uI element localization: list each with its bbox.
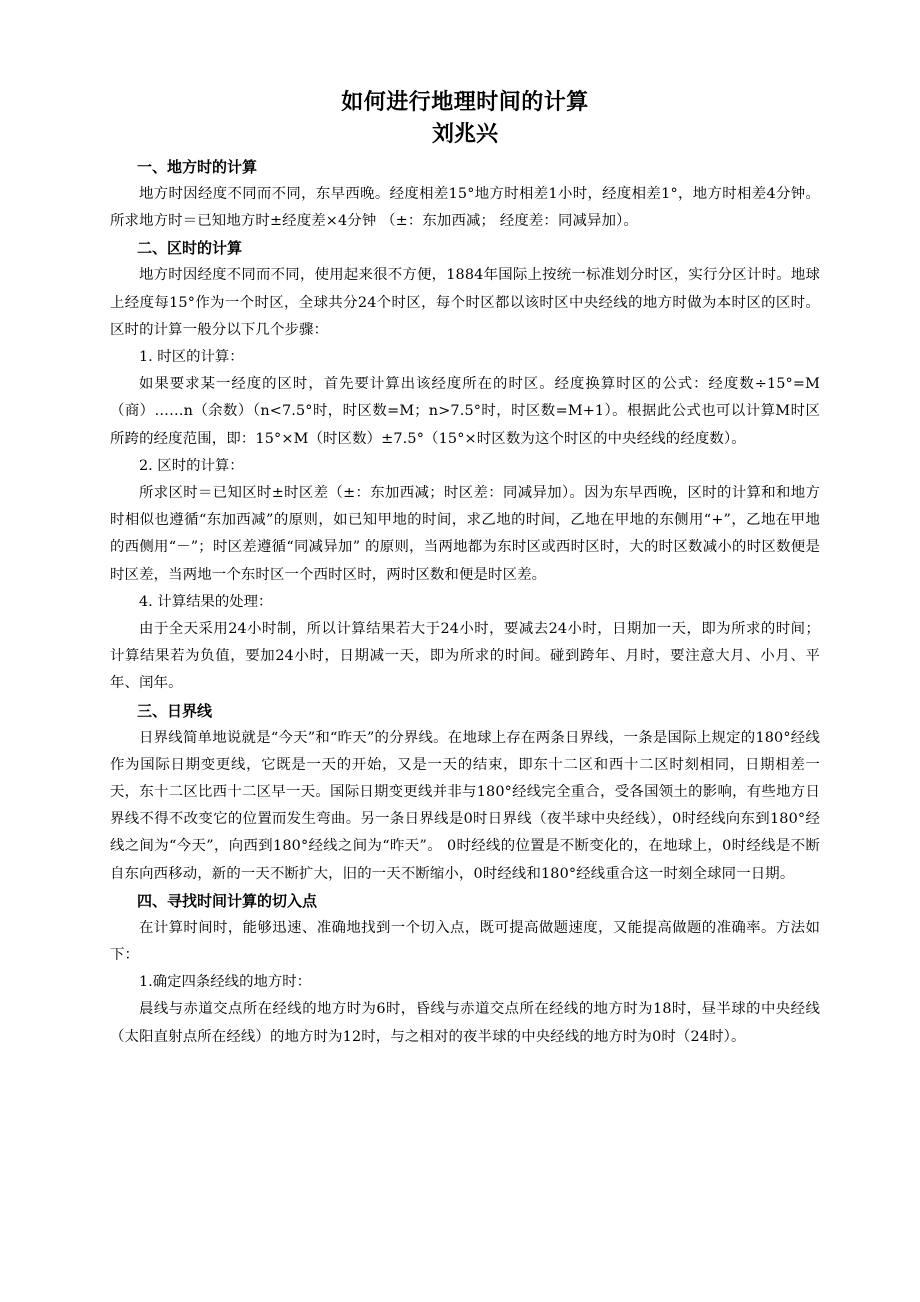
paragraph: 日界线简单地说就是“今天”和“昨天”的分界线。在地球上存在两条日界线，一条是国际上规定的180°经线作为国际日期变更线，它既是一天的开始，又是一天的结束，即东十二区和西十二区时刻相同，日期相差一天，东十二区比西十二区早一天。国际日期变更线并非与180°经线完全重合，受各国领土的影响，有些地方日界线不得不改变它的位置而发生弯曲。另一条日界线是0时日界线（夜半球中央经线），0时经线向东到180°经线之间为“今天”，向西到180°经线之间为“昨天”。 0时经线的位置是不断变化的，在地球上，0时经线是不断自东向西移动，新的一天不断扩大，旧的一天不断缩小，0时经线和180°经线重合这一时刻全球同一日期。 xyxy=(110,729,820,882)
paragraph: 在计算时间时，能够迅速、准确地找到一个切入点，既可提高做题速度，又能提高做题的准确率。方法如下： xyxy=(110,919,820,964)
page-title: 如何进行地理时间的计算 xyxy=(341,90,589,115)
subheading: 1.确定四条经线的地方时： xyxy=(139,974,312,991)
paragraph: 地方时因经度不同而不同，使用起来很不方便，1884年国际上按统一标准划分时区，实行分区计时。地球上经度每15°作为一个时区，全球共分24个时区，每个时区都以该时区中央经线的地方时做为本时区的区时。区时的计算一般分以下几个步骤： xyxy=(110,267,820,338)
document-page xyxy=(110,88,820,1051)
section-heading-local-time: 一、地方时的计算 xyxy=(137,158,258,176)
subheading: 4. 计算结果的处理： xyxy=(139,593,273,610)
paragraph: 所求区时＝已知区时±时区差（±：东加西减；时区差：同减异加）。因为东早西晚，区时的计算和和地方时相似也遵循“东加西减”的原则，如已知甲地的时间，求乙地的时间，乙地在甲地的东侧用“+”，乙地在甲地的西侧用“－”；时区差遵循“同减异加” 的原则，当两地都为东时区或西时区时，大的时区数减小的时区数便是时区差，当两地一个东时区一个西时区时，两时区数和便是时区差。 xyxy=(110,485,820,583)
author-name: 刘兆兴 xyxy=(431,122,498,147)
section-heading-entry-point: 四、寻找时间计算的切入点 xyxy=(137,891,318,910)
paragraph: 如果要求某一经度的区时，首先要计算出该经度所在的时区。经度换算时区的公式：经度数÷15°=M（商）……n（余数）（n<7.5°时，时区数=M；n>7.5°时，时区数=M+1）。根据此公式也可以计算M时区所跨的经度范围，即：15°×M（时区数）±7.5°（15°×时区数为这个时区的中央经线的经度数）。 xyxy=(110,376,820,447)
subheading: 1. 时区的计算： xyxy=(139,349,244,366)
section-heading-date-line: 三、日界线 xyxy=(137,701,213,720)
paragraph: 由于全天采用24小时制，所以计算结果若大于24小时，要减去24小时，日期加一天，即为所求的时间；计算结果若为负值，要加24小时，日期减一天，即为所求的时间。碰到跨年、月时，要注意大月、小月、平年、闰年。 xyxy=(110,621,820,692)
paragraph: 地方时因经度不同而不同，东早西晚。经度相差15°地方时相差1小时，经度相差1°，地方时相差4分钟。 所求地方时＝已知地方时±经度差×4分钟 （±：东加西减； 经度差：同减异加）。 xyxy=(110,186,820,230)
subheading: 2. 区时的计算： xyxy=(139,457,244,474)
section-heading-zone-time: 二、区时的计算 xyxy=(137,239,243,258)
paragraph: 晨线与赤道交点所在经线的地方时为6时，昏线与赤道交点所在经线的地方时为18时，昼半球的中央经线（太阳直射点所在经线）的地方时为12时，与之相对的夜半球的中央经线的地方时为0时（24时）。 xyxy=(110,1001,820,1045)
